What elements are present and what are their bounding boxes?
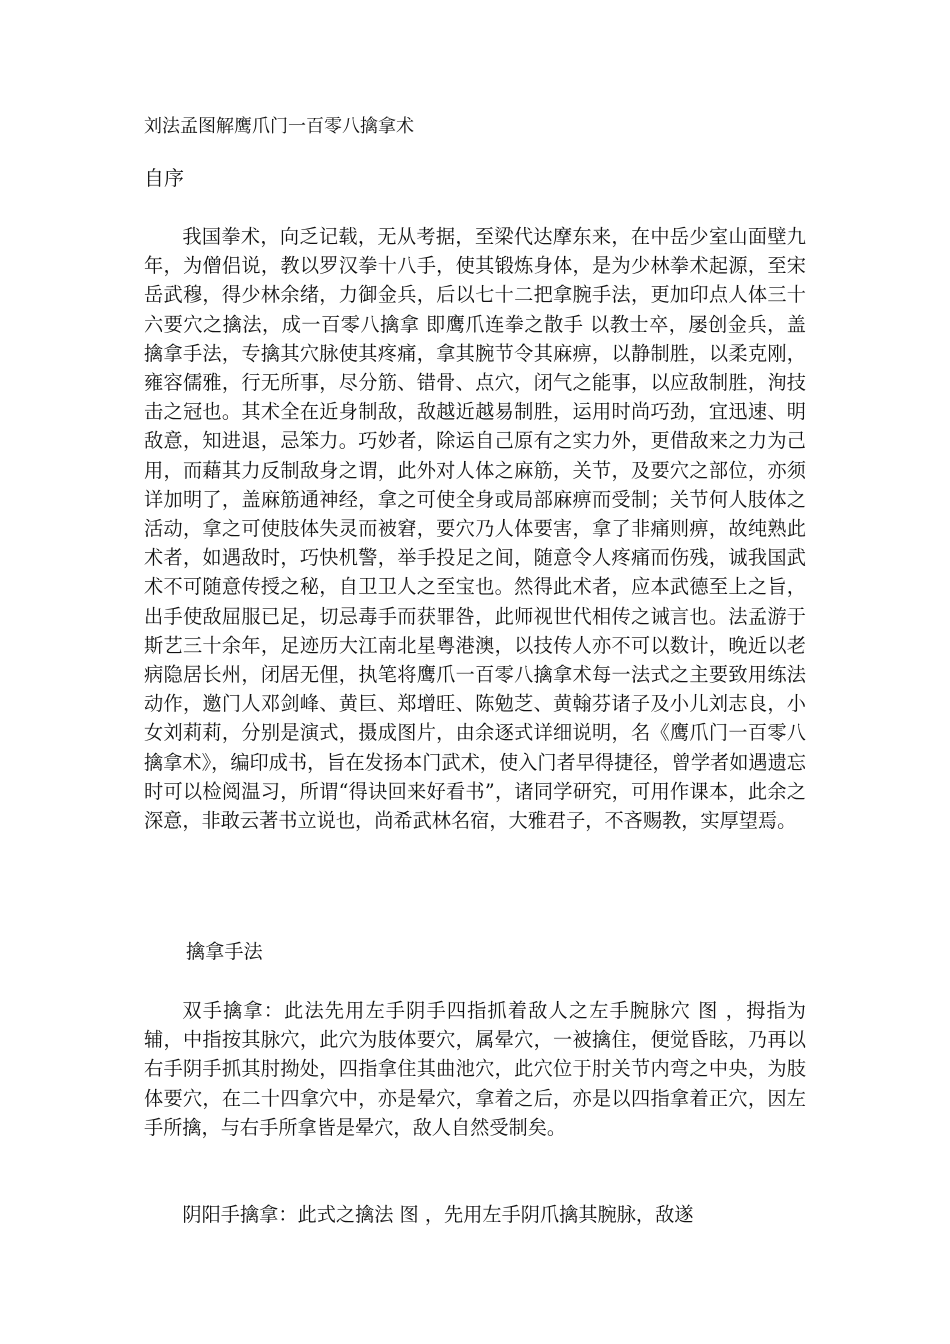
document-title: 刘法孟图解鹰爪门一百零八擒拿术 xyxy=(144,116,414,137)
preface-paragraph: 我国拳术，向乏记载，无从考据，至梁代达摩东来，在中岳少室山面壁九年，为僧侣说，教以罗汉拳十八手，使其锻炼身体，是为少林拳术起源，至宋岳武穆，得少林余绪，力御金兵，后以七十二把拿腕手法，更加印点人体三十六要穴之擒法，成一百零八擒拿 即鹰爪连拳之散手 以教士卒，屡创金兵，盖擒拿手法，专擒其穴脉使其疼痛，拿其腕节令其麻痹，以静制胜，以柔克刚，雍容儒雅，行无所事，尽分筋、错骨、点穴，闭气之能事，以应敌制胜，洵技击之冠也。其术全在近身制敌，敌越近越易制胜，运用时尚巧劲，宜迅速、明敌意，知进退，忌笨力。巧妙者，除运自己原有之实力外，更借敌来之力为己用，而藉其力反制敌身之谓，此外对人体之麻筋，关节，及要穴之部位，亦须详加明了，盖麻筋通神经，拿之可使全身或局部麻痹而受制；关节何人肢体之活动，拿之可使肢体失灵而被窘，要穴乃人体要害，拿了非痛则痹，故纯熟此术者，如遇敌时，巧快机警，举手投足之间，随意令人疼痛而伤残，诚我国武术不可随意传授之秘，自卫卫人之至宝也。然得此术者，应本武德至上之旨，出手使敌屈服已足，切忌毒手而获罪咎，此师视世代相传之诫言也。法孟游于斯艺三十余年，足迹历大江南北星粤港澳，以技传人亦不可以数计，晚近以老病隐居长州，闭居无俚，执笔将鹰爪一百零八擒拿术每一法式之主要致用练法动作，邀门人邓剑峰、黄巨、郑增旺、陈勉芝、黄翰芬诸子及小儿刘志良，小女刘莉莉，分别是演式，摄成图片，由余逐式详细说明，名《鹰爪门一百零八擒拿术》，编印成书，旨在发扬本门武术，使入门者早得捷径，曾学者如遇遗忘时可以检阅温习，所谓“得诀回来好看书”，诸同学研究，可用作课本，此余之深意，非敢云著书立说也，尚希武林名宿，大雅君子，不吝赐教，实厚望焉。 xyxy=(144,225,806,833)
technique-section-heading: 擒拿手法 xyxy=(186,940,263,963)
technique-double-hand-paragraph: 双手擒拿：此法先用左手阴手四指抓着敌人之左手腕脉穴 图 ，拇指为辅，中指按其脉穴，此穴为肢体要穴，属晕穴，一被擒住，便觉昏眩，乃再以右手阴手抓其肘拗处，四指拿住其曲池穴，此穴位于肘关节内弯之中央，为肢体要穴，在二十四拿穴中，亦是晕穴，拿着之后，亦是以四指拿着正穴，因左手所擒，与右手所拿皆是晕穴，敌人自然受制矣。 xyxy=(144,999,806,1139)
technique-yin-yang-hand-paragraph: 阴阳手擒拿：此式之擒法 图 ，先用左手阴爪擒其腕脉，敌遂 xyxy=(182,1203,694,1226)
preface-heading: 自序 xyxy=(144,166,184,190)
